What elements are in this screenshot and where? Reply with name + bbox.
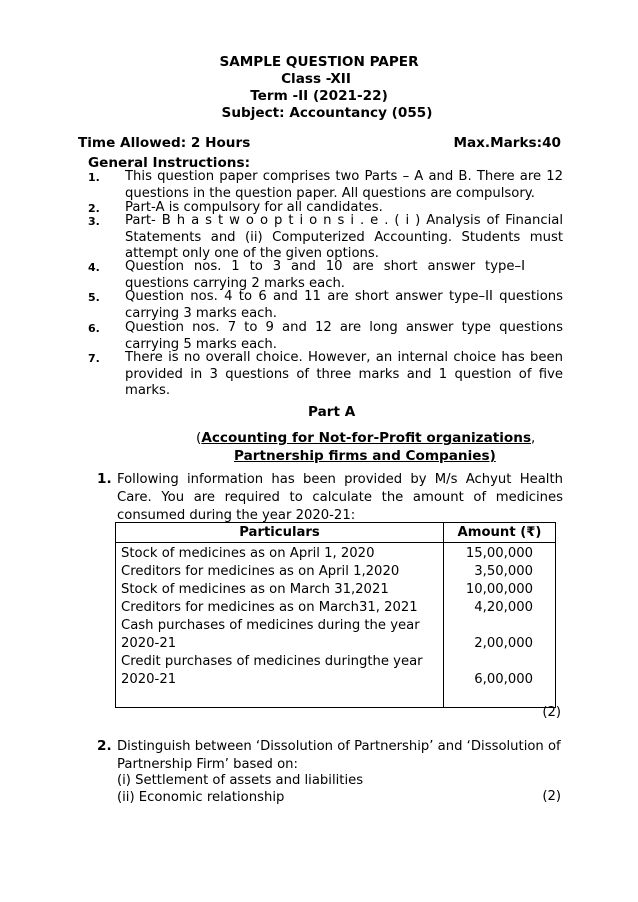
max-marks: Max.Marks:40 <box>453 135 561 151</box>
instruction-text: Part-A is compulsory for all candidates. <box>125 200 383 215</box>
particulars-cell: 2020-21 <box>121 672 177 687</box>
table-header-row <box>116 523 556 543</box>
column-header-amount: Amount (₹) <box>444 523 556 543</box>
subtitle-line2: Partnership firms and Companies) <box>234 448 496 464</box>
particulars-cell: Stock of medicines as on April 1, 2020 <box>121 546 375 561</box>
instruction-number: 1. <box>88 171 100 184</box>
amount-cell: 15,00,000 <box>465 546 533 561</box>
instruction-text: Part- B h a s t w o o p t i o n s i . e . ( i ) Analysis of Financial Statements and (ii) Computerized Accounting. Students must attempt only one of the given options. <box>125 213 563 261</box>
question-number: 1. <box>97 471 112 487</box>
part-a-subtitle <box>196 430 535 446</box>
instruction-number: 5. <box>88 291 100 304</box>
subtitle-comma: , <box>531 430 536 446</box>
amount-cell <box>444 617 555 635</box>
question-text: Following information has been provided by M/s Achyut Health Care. You are required to calculate the amount of medicines consumed during the year 2020-21: <box>117 472 563 523</box>
question-subitem: (ii) Economic relationship <box>117 790 285 805</box>
medicines-table <box>115 522 556 708</box>
amount-cell: 4,20,000 <box>474 600 533 615</box>
part-a-title: Part A <box>308 404 356 420</box>
question-marks: (2) <box>542 789 561 804</box>
question-number: 2. <box>97 738 112 754</box>
instruction-text: Question nos. 1 to 3 and 10 are short answer type–I questions carrying 2 marks each. <box>125 259 525 291</box>
particulars-cell: Creditors for medicines as on April 1,2020 <box>121 564 400 579</box>
question-subitem: (i) Settlement of assets and liabilities <box>117 773 364 788</box>
instruction-text: Question nos. 4 to 6 and 11 are short answer type–II questions carrying 3 marks each. <box>125 289 563 321</box>
amount-cell: 3,50,000 <box>474 564 533 579</box>
particulars-cell: Stock of medicines as on March 31,2021 <box>121 582 389 597</box>
particulars-cell: Creditors for medicines as on March31, 2021 <box>121 600 418 615</box>
particulars-cell: 2020-21 <box>121 636 177 651</box>
subtitle-open-paren: ( <box>196 430 202 446</box>
amount-column <box>444 543 556 708</box>
instruction-number: 3. <box>88 215 100 228</box>
question-text-line1: Distinguish between ‘Dissolution of Partnership’ and ‘Dissolution of <box>117 739 561 754</box>
amount-cell: 2,00,000 <box>474 636 533 651</box>
amount-cell <box>444 653 555 671</box>
particulars-cell: Cash purchases of medicines during the year <box>121 618 420 633</box>
instruction-text: This question paper comprises two Parts – A and B. There are 12 questions in the question paper. All questions are compulsory. <box>125 169 563 201</box>
amount-cell: 6,00,000 <box>474 672 533 687</box>
instruction-text: Question nos. 7 to 9 and 12 are long answer type questions carrying 5 marks each. <box>125 320 563 352</box>
instruction-number: 6. <box>88 322 100 335</box>
paper-title: SAMPLE QUESTION PAPER <box>219 54 419 70</box>
question-text-line2: Partnership Firm’ based on: <box>117 757 298 772</box>
subtitle-line1: Accounting for Not-for-Profit organizations <box>201 430 532 446</box>
class-label: Class -XII <box>281 71 351 87</box>
subject-label: Subject: Accountancy (055) <box>221 105 433 121</box>
instruction-number: 4. <box>88 261 100 274</box>
particulars-cell: Credit purchases of medicines duringthe year <box>121 654 423 669</box>
table-body-row <box>116 543 556 708</box>
particulars-column <box>116 543 444 708</box>
term-label: Term -II (2021-22) <box>250 88 388 104</box>
instruction-text: There is no overall choice. However, an internal choice has been provided in 3 questions of three marks and 1 question of five marks. <box>125 350 563 398</box>
question-marks: (2) <box>542 705 561 720</box>
amount-cell: 10,00,000 <box>465 582 533 597</box>
time-allowed: Time Allowed: 2 Hours <box>78 135 251 151</box>
instruction-number: 2. <box>88 202 100 215</box>
instruction-number: 7. <box>88 352 100 365</box>
column-header-particulars: Particulars <box>116 523 444 543</box>
instructions-title: General Instructions: <box>88 155 251 171</box>
